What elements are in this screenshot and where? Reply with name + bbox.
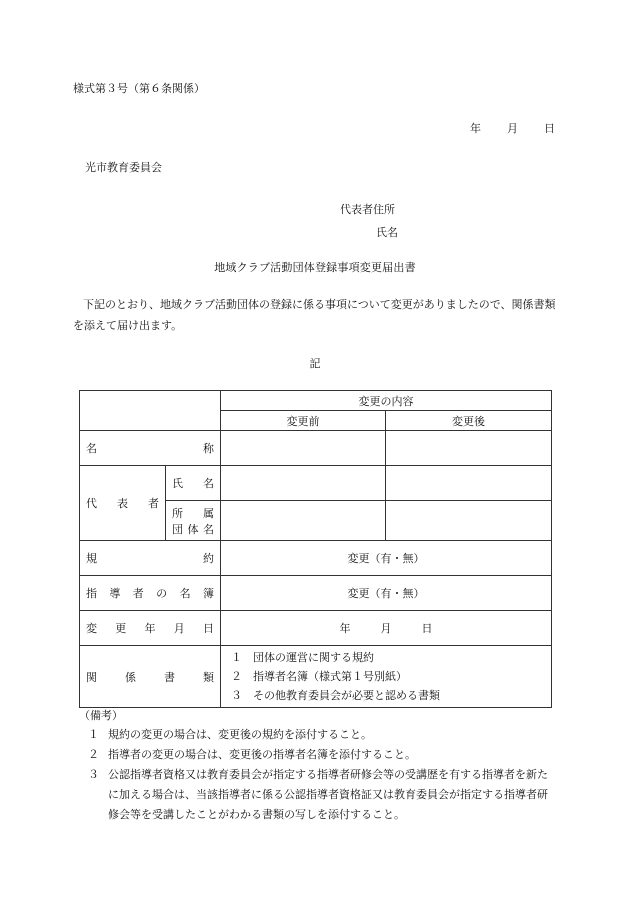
row-docs-label: 関 係 書 類 (80, 646, 221, 708)
date-year-label: 年 (470, 122, 481, 135)
rep-shimei-label: 氏 名 (166, 466, 221, 501)
note-item: ３ 公認指導者資格又は教育委員会が指定する指導者研修会等の受講歴を有する指導者を新たに加える場合は、当該指導者に係る公認指導者資格証又は教育委員会が指定する指導者研修会等を受講したことがわかる書類の写しを添付すること。 (88, 768, 548, 821)
note-item: １ 規約の変更の場合は、変更後の規約を添付すること。 (88, 728, 372, 741)
header-changes: 変更の内容 (221, 391, 552, 411)
form-number: 様式第３号（第６条関係） (73, 82, 205, 95)
row-rules-label: 規 約 (80, 541, 221, 576)
date-month-label: 月 (507, 122, 518, 135)
blank-corner-cell (80, 391, 221, 431)
row-leaders-label: 指 導 者 の 名 簿 (80, 576, 221, 611)
change-table (79, 390, 552, 708)
name-after-cell (386, 431, 552, 466)
name-before-cell (221, 431, 386, 466)
header-before: 変更前 (221, 411, 386, 431)
rep-affiliation-after-cell (386, 501, 552, 541)
note-item: ２ 指導者の変更の場合は、変更後の指導者名簿を添付すること。 (88, 748, 416, 761)
recipient: 光市教育委員会 (85, 161, 162, 174)
submission-date (470, 120, 555, 136)
body-text: 下記のとおり、地域クラブ活動団体の登録に係る事項について変更がありましたので、関係書類を添えて届け出ます。 (73, 298, 556, 332)
representative-address-label: 代表者住所 (340, 203, 395, 216)
notes-label: （備考） (79, 709, 123, 722)
row-rep-label: 代 表 者 (80, 466, 166, 541)
rules-value: 変更（有・無） (221, 541, 552, 576)
ki-marker: 記 (309, 357, 321, 370)
docs-list (221, 646, 552, 708)
doc-item: １ 団体の運営に関する規約 (231, 651, 374, 664)
leaders-value: 変更（有・無） (221, 576, 552, 611)
rep-name-after-cell (386, 466, 552, 501)
doc-item: ２ 指導者名簿（様式第１号別紙） (231, 670, 407, 683)
row-name-label: 名 称 (80, 431, 221, 466)
doc-item: ３ その他教育委員会が必要と認める書類 (231, 689, 440, 702)
header-after: 変更後 (386, 411, 552, 431)
representative-name-label: 氏名 (376, 226, 398, 239)
rep-name-before-cell (221, 466, 386, 501)
rep-affiliation-label: 所 属 団 体 名 (166, 501, 221, 541)
document-title: 地域クラブ活動団体登録事項変更届出書 (214, 261, 416, 274)
rep-affiliation-before-cell (221, 501, 386, 541)
date-day-label: 日 (544, 122, 555, 135)
date-value: 年 月 日 (221, 611, 552, 646)
row-date-label: 変 更 年 月 日 (80, 611, 221, 646)
